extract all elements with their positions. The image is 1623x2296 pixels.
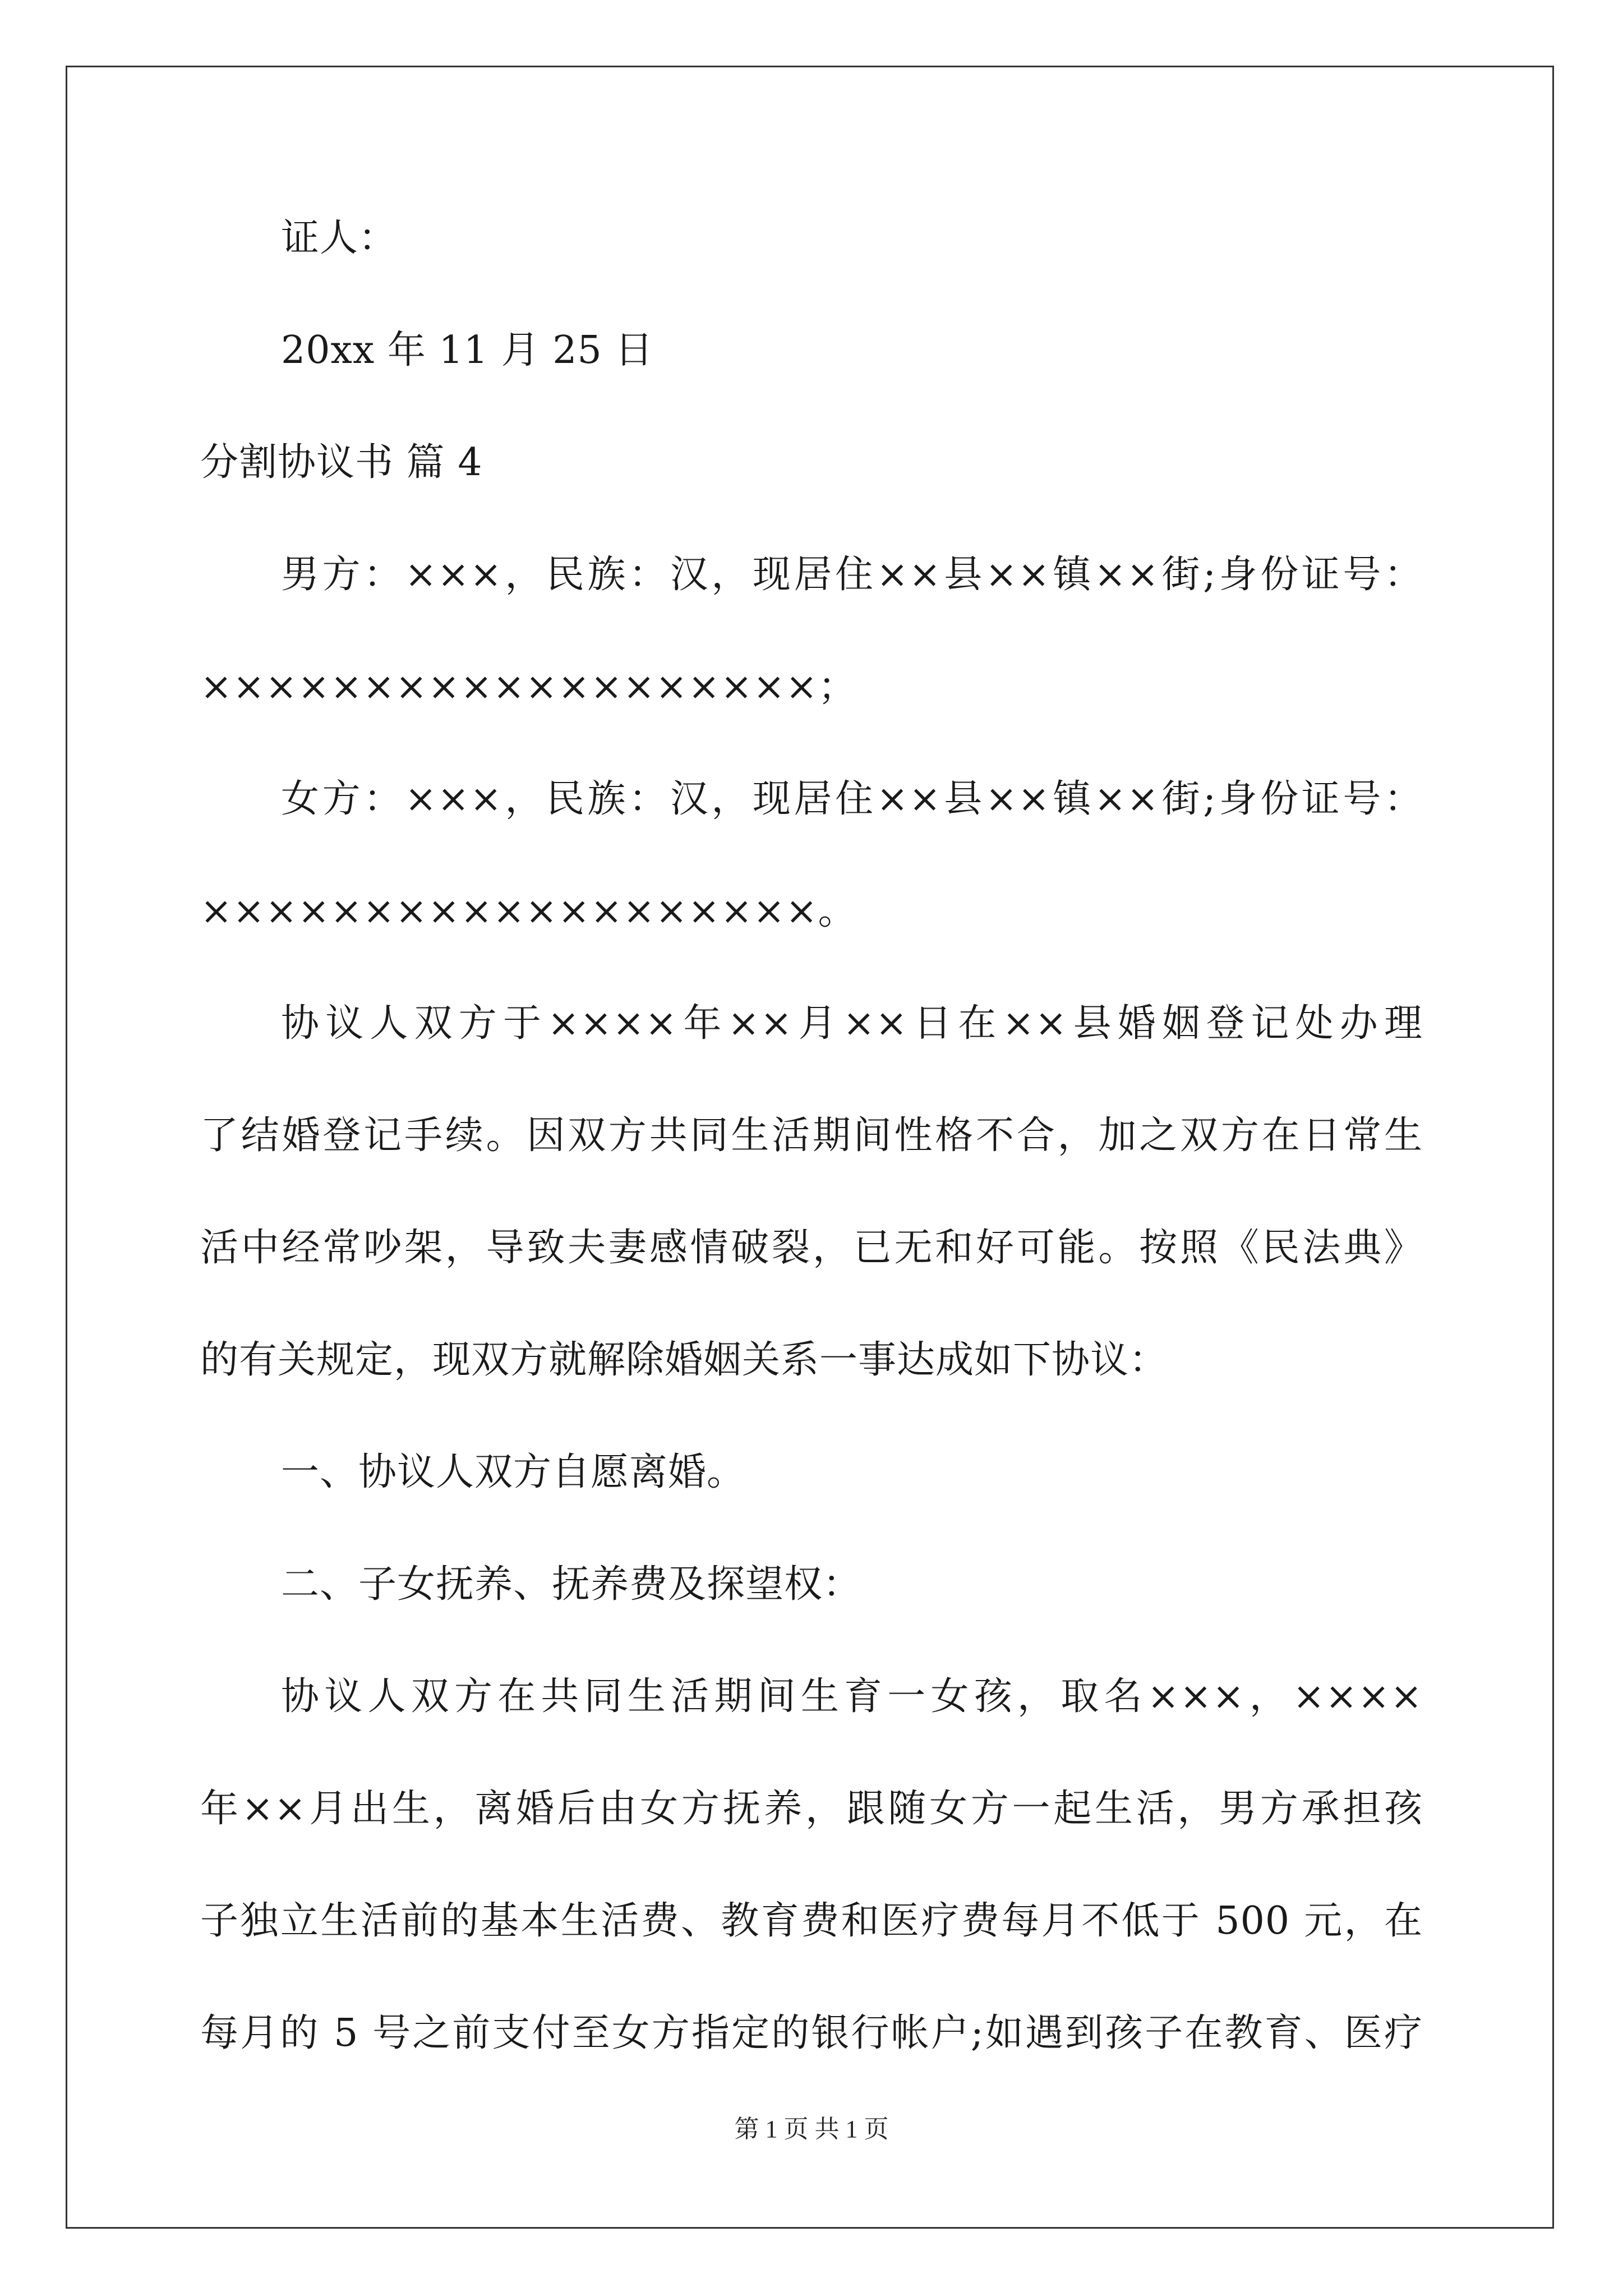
witness-line: 证人： bbox=[281, 216, 398, 260]
male-party-line: 男方：×××，民族：汉，现居住××县××镇××街;身份证号： bbox=[281, 553, 1423, 597]
clause-one: 一、协议人双方自愿离婚。 bbox=[281, 1450, 746, 1494]
section-heading: 分割协议书 篇 4 bbox=[200, 440, 483, 485]
paragraph-line: 协议人双方于××××年××月××日在××县婚姻登记处办理 bbox=[281, 1001, 1423, 1046]
male-id-line: ×××××××××××××××××××； bbox=[200, 665, 857, 709]
paragraph-line: 活中经常吵架，导致夫妻感情破裂，已无和好可能。按照《民法典》 bbox=[200, 1226, 1423, 1270]
paragraph-line: 每月的 5 号之前支付至女方指定的银行帐户;如遇到孩子在教育、医疗 bbox=[200, 2011, 1423, 2055]
paragraph-line: 年××月出生，离婚后由女方抚养，跟随女方一起生活，男方承担孩 bbox=[200, 1787, 1423, 1831]
paragraph-line: 子独立生活前的基本生活费、教育费和医疗费每月不低于 500 元，在 bbox=[200, 1899, 1423, 1943]
date-line: 20xx 年 11 月 25 日 bbox=[281, 328, 654, 372]
female-party-line: 女方：×××，民族：汉，现居住××县××镇××街;身份证号： bbox=[281, 777, 1423, 821]
paragraph-line: 了结婚登记手续。因双方共同生活期间性格不合，加之双方在日常生 bbox=[200, 1114, 1423, 1158]
clause-two-heading: 二、子女抚养、抚养费及探望权： bbox=[281, 1562, 862, 1607]
paragraph-line: 协议人双方在共同生活期间生育一女孩，取名×××，×××× bbox=[281, 1674, 1423, 1719]
page-number: 第 1 页 共 1 页 bbox=[734, 2115, 889, 2143]
female-id-line: ×××××××××××××××××××。 bbox=[200, 889, 857, 933]
paragraph-line: 的有关规定，现双方就解除婚姻关系一事达成如下协议： bbox=[200, 1338, 1168, 1382]
